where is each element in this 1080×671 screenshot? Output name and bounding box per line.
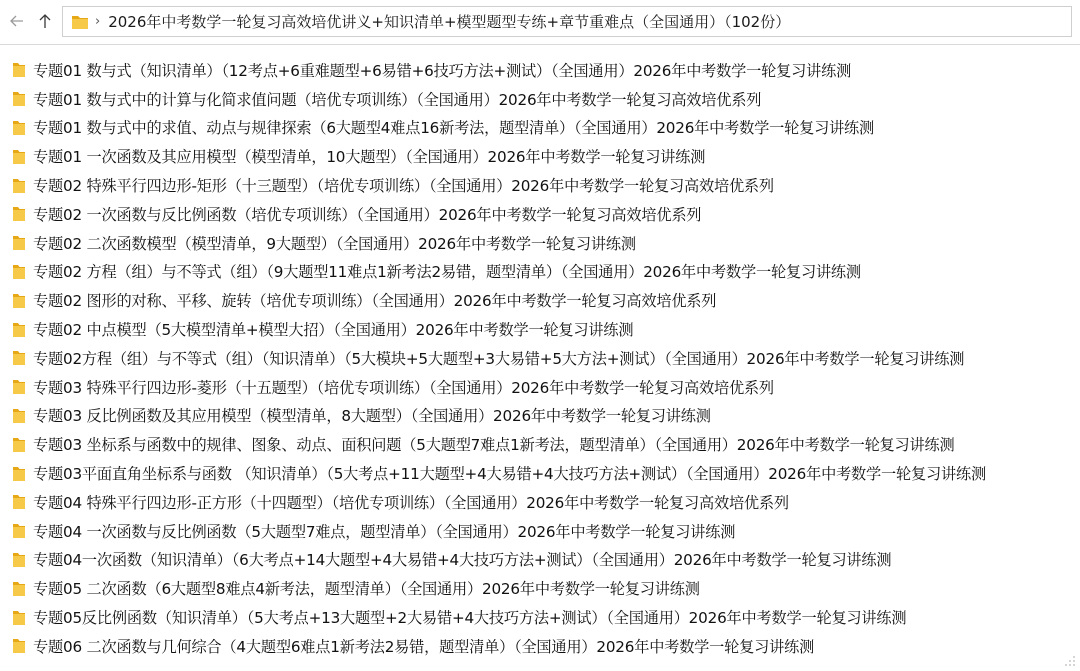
folder-name: 专题04 特殊平行四边形-正方形（十四题型）（培优专项训练）（全国通用）2026年中考数学一轮复习高效培优系列 [33,493,789,512]
folder-item[interactable] [0,85,1080,114]
folder-icon [12,581,26,597]
folder-name: 专题01 数与式（知识清单）（12考点+6重难题型+6易错+6技巧方法+测试）（全国通用）2026年中考数学一轮复习讲练测 [33,61,852,80]
folder-icon [12,293,26,309]
folder-icon [12,178,26,194]
folder-item[interactable] [0,258,1080,287]
folder-icon [12,610,26,626]
folder-name: 专题02方程（组）与不等式（组）（知识清单）（5大模块+5大题型+3大易错+5大方法+测试）（全国通用）2026年中考数学一轮复习讲练测 [33,349,965,368]
folder-icon [12,120,26,136]
folder-name: 专题04 一次函数与反比例函数（5大题型7难点，题型清单）（全国通用）2026年中考数学一轮复习讲练测 [33,522,736,541]
folder-item[interactable] [0,114,1080,143]
folder-icon [12,466,26,482]
folder-name: 专题02 二次函数模型（模型清单，9大题型）（全国通用）2026年中考数学一轮复习讲练测 [33,234,636,253]
folder-item[interactable] [0,315,1080,344]
folder-item[interactable] [0,171,1080,200]
folder-item[interactable] [0,142,1080,171]
folder-item[interactable] [0,517,1080,546]
arrow-left-icon [9,13,25,29]
folder-icon [12,408,26,424]
folder-item[interactable] [0,459,1080,488]
folder-item[interactable] [0,546,1080,575]
folder-item[interactable] [0,373,1080,402]
folder-icon [12,494,26,510]
folder-icon [12,149,26,165]
folder-icon [12,552,26,568]
folder-name: 专题02 一次函数与反比例函数（培优专项训练）（全国通用）2026年中考数学一轮复习高效培优系列 [33,205,702,224]
folder-icon [12,264,26,280]
folder-name: 专题03 反比例函数及其应用模型（模型清单，8大题型）（全国通用）2026年中考数学一轮复习讲练测 [33,407,711,426]
folder-item[interactable] [0,632,1080,661]
folder-item[interactable] [0,430,1080,459]
folder-icon [12,206,26,222]
address-bar [0,0,1080,45]
folder-icon [12,379,26,395]
folder-icon [12,638,26,654]
folder-item[interactable] [0,286,1080,315]
folder-name: 专题03 坐标系与函数中的规律、图象、动点、面积问题（5大题型7难点1新考法，题型清单）（全国通用）2026年中考数学一轮复习讲练测 [33,436,955,455]
arrow-up-icon [37,13,53,29]
path-box[interactable] [62,6,1072,37]
folder-name: 专题05反比例函数（知识清单）（5大考点+13大题型+2大易错+4大技巧方法+测试）（全国通用）2026年中考数学一轮复习讲练测 [33,609,907,628]
folder-name: 专题03 特殊平行四边形-菱形（十五题型）（培优专项训练）（全国通用）2026年中考数学一轮复习高效培优系列 [33,378,774,397]
folder-name: 专题02 方程（组）与不等式（组）（9大题型11难点1新考法2易错，题型清单）（全国通用）2026年中考数学一轮复习讲练测 [33,263,861,282]
up-button[interactable] [34,10,56,32]
folder-name: 专题03平面直角坐标系与函数 （知识清单）（5大考点+11大题型+4大易错+4大技巧方法+测试）（全国通用）2026年中考数学一轮复习讲练测 [33,465,986,484]
folder-name: 专题06 二次函数与几何综合（4大题型6难点1新考法2易错，题型清单）（全国通用）2026年中考数学一轮复习讲练测 [33,637,815,656]
folder-icon [12,322,26,338]
resize-grip-icon[interactable] [1062,653,1076,667]
folder-item[interactable] [0,603,1080,632]
folder-name: 专题02 特殊平行四边形-矩形（十三题型）（培优专项训练）（全国通用）2026年中考数学一轮复习高效培优系列 [33,177,774,196]
folder-name: 专题02 图形的对称、平移、旋转（培优专项训练）（全国通用）2026年中考数学一轮复习高效培优系列 [33,292,717,311]
folder-item[interactable] [0,488,1080,517]
folder-item[interactable] [0,229,1080,258]
folder-item[interactable] [0,56,1080,85]
back-button[interactable] [6,10,28,32]
folder-item[interactable] [0,200,1080,229]
folder-name: 专题04一次函数（知识清单）（6大考点+14大题型+4大易错+4大技巧方法+测试）（全国通用）2026年中考数学一轮复习讲练测 [33,551,892,570]
folder-icon [71,14,89,30]
folder-item[interactable] [0,402,1080,431]
chevron-right-icon: › [95,14,101,29]
folder-icon [12,523,26,539]
folder-icon [12,350,26,366]
folder-name: 专题05 二次函数（6大题型8难点4新考法，题型清单）（全国通用）2026年中考数学一轮复习讲练测 [33,580,700,599]
folder-item[interactable] [0,574,1080,603]
folder-item[interactable] [0,344,1080,373]
folder-name: 专题01 一次函数及其应用模型（模型清单，10大题型）（全国通用）2026年中考数学一轮复习讲练测 [33,148,706,167]
folder-icon [12,62,26,78]
folder-icon [12,91,26,107]
folder-name: 专题01 数与式中的求值、动点与规律探索（6大题型4难点16新考法，题型清单）（全国通用）2026年中考数学一轮复习讲练测 [33,119,875,138]
folder-icon [12,437,26,453]
folder-icon [12,235,26,251]
folder-name: 专题02 中点模型（5大模型清单+模型大招）（全国通用）2026年中考数学一轮复习讲练测 [33,321,634,340]
folder-name: 专题01 数与式中的计算与化简求值问题（培优专项训练）（全国通用）2026年中考数学一轮复习高效培优系列 [33,90,762,109]
folder-list [0,56,1080,661]
path-segment[interactable]: 2026年中考数学一轮复习高效培优讲义+知识清单+模型题型专练+章节重难点（全国通用）（102份） [108,13,791,31]
